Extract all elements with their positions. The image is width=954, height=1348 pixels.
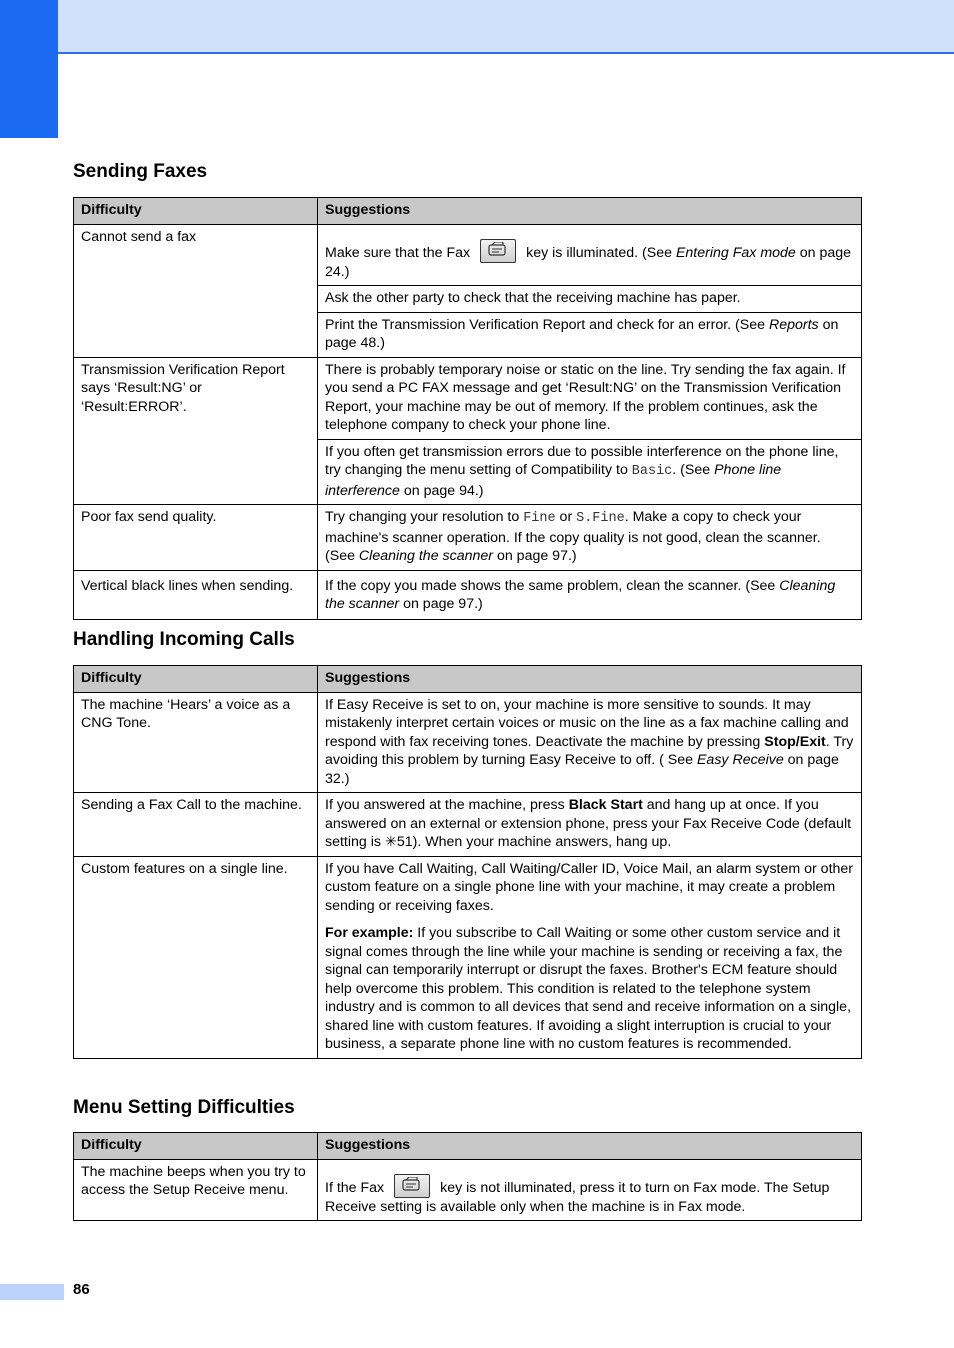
column-header-difficulty: Difficulty — [74, 1133, 318, 1160]
column-header-difficulty: Difficulty — [74, 198, 318, 225]
paragraph: For example: If you subscribe to Call Waiting or some other custom service and it signal comes through the line while your machine is sending or receiving a fax, the signal can temporarily interrupt or disrupt the faxes. Brother's ECM feature should help overcome this problem. This condition is related to the telephone system industry and is common to all devices that send and receive information on a single, shared line with custom features. If avoiding a slight interruption is crucial to your business, a separate phone line with no custom features is recommended. — [325, 925, 852, 1052]
section-title-menu-setting-difficulties: Menu Setting Difficulties — [73, 1097, 295, 1118]
section-title-sending-faxes: Sending Faxes — [73, 161, 208, 182]
difficulty-cell: Cannot send a fax — [74, 224, 318, 357]
column-header-suggestions: Suggestions — [318, 1133, 862, 1160]
column-header-difficulty: Difficulty — [74, 666, 318, 693]
table-row — [74, 570, 862, 619]
suggestion-cell: If Easy Receive is set to on, your machine is more sensitive to sounds. It may mistakenly interpret certain voices or music on the line as a fax machine calling and respond with fax receiving tones. Deactivate the machine by pressing Stop/Exit. Try avoiding this problem by turning Easy Receive to off. ( See Easy Receive on page 32.) — [318, 692, 862, 793]
sending-faxes-table — [73, 197, 862, 620]
difficulty-cell: Custom features on a single line. — [74, 856, 318, 1058]
header-band — [0, 0, 954, 54]
chapter-tab — [0, 0, 58, 138]
difficulty-cell: The machine ‘Hears’ a voice as a CNG Tone. — [74, 692, 318, 793]
fax-key-icon — [480, 239, 516, 263]
table-row — [74, 856, 862, 1058]
difficulty-cell: Transmission Verification Report says ‘Result:NG’ or ‘Result:ERROR’. — [74, 357, 318, 505]
suggestion-cell: If the copy you made shows the same problem, clean the scanner. (See Cleaning the scanner on page 97.) — [318, 570, 862, 619]
difficulty-cell: Poor fax send quality. — [74, 505, 318, 571]
paragraph: If you have Call Waiting, Call Waiting/Caller ID, Voice Mail, an alarm system or other custom feature on a single phone line with your machine, it may create a problem sending or receiving faxes. — [325, 860, 854, 914]
suggestion-cell: Make sure that the Fax key is illuminated. (See Entering Fax mode on page 24.) — [318, 224, 862, 286]
table-row — [74, 793, 862, 857]
star-icon: ✳ — [384, 834, 397, 850]
table-header-row — [74, 666, 862, 693]
page-number: 86 — [73, 1281, 90, 1298]
suggestion-cell: If you answered at the machine, press Black Start and hang up at once. If you answered on an external or extension phone, press your Fax Receive Code (default setting is ✳51). When your machine answers, hang up. — [318, 793, 862, 857]
suggestion-cell: Print the Transmission Verification Report and check for an error. (See Reports on page 48.) — [318, 312, 862, 357]
difficulty-cell: The machine beeps when you try to access the Setup Receive menu. — [74, 1159, 318, 1221]
difficulty-cell: Vertical black lines when sending. — [74, 570, 318, 619]
suggestion-cell: If the Fax key is not illuminated, press it to turn on Fax mode. The Setup Receive setting is available only when the machine is in Fax mode. — [318, 1159, 862, 1221]
table-row — [74, 692, 862, 793]
suggestion-cell — [318, 856, 862, 1058]
table-row — [74, 357, 862, 439]
suggestion-cell: If you often get transmission errors due to possible interference on the phone line, try changing the menu setting of Compatibility to Basic. (See Phone line interference on page 94.) — [318, 439, 862, 505]
section-title-handling-incoming-calls: Handling Incoming Calls — [73, 629, 295, 650]
table-row — [74, 505, 862, 571]
column-header-suggestions: Suggestions — [318, 666, 862, 693]
suggestion-cell: Try changing your resolution to Fine or S.Fine. Make a copy to check your machine's scanner operation. If the copy quality is not good, clean the scanner. (See Cleaning the scanner on page 97.) — [318, 505, 862, 571]
page-number-tab — [0, 1284, 64, 1300]
table-header-row — [74, 1133, 862, 1160]
suggestion-cell: There is probably temporary noise or static on the line. Try sending the fax again. If you send a PC FAX message and get ‘Result:NG’ on the Transmission Verification Report, your machine may be out of memory. If the problem continues, ask the telephone company to check your phone line. — [318, 357, 862, 439]
fax-key-icon — [394, 1174, 430, 1198]
table-row — [74, 1159, 862, 1221]
handling-incoming-calls-table — [73, 665, 862, 1059]
table-header-row — [74, 198, 862, 225]
suggestion-cell: Ask the other party to check that the receiving machine has paper. — [318, 286, 862, 313]
column-header-suggestions: Suggestions — [318, 198, 862, 225]
table-row — [74, 224, 862, 286]
menu-setting-difficulties-table — [73, 1132, 862, 1221]
difficulty-cell: Sending a Fax Call to the machine. — [74, 793, 318, 857]
